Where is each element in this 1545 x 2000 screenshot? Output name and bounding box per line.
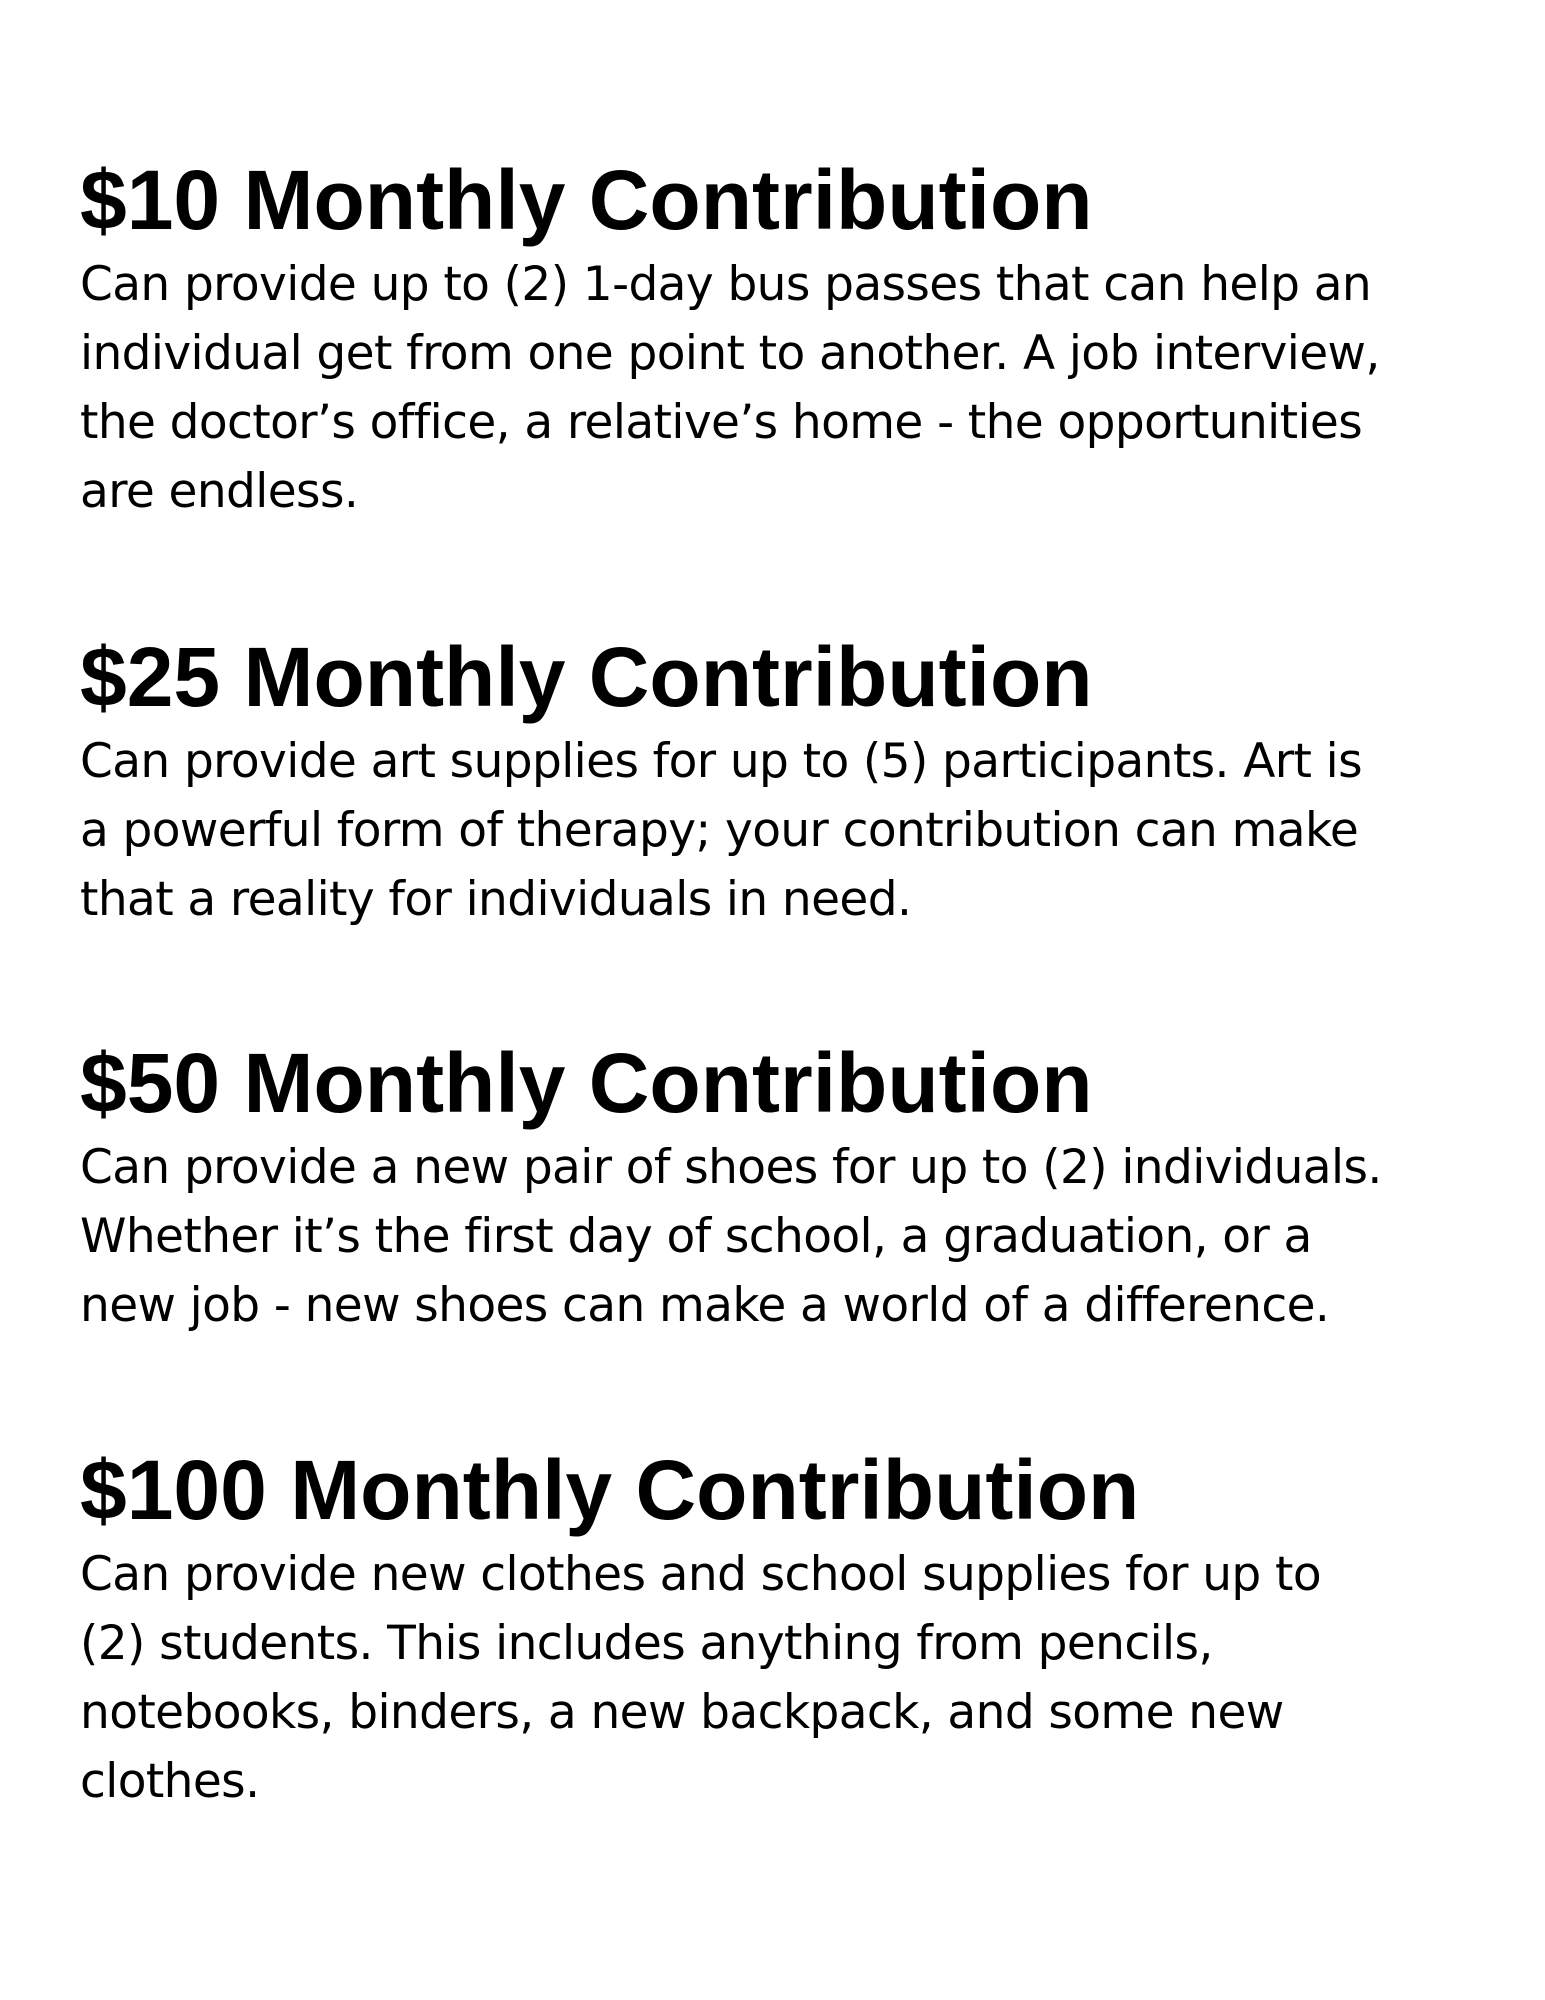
contribution-10-section (80, 150, 1380, 526)
contribution-heading: $100 Monthly Contribution (80, 1443, 1140, 1537)
contribution-description (80, 1540, 1321, 1816)
contribution-heading: $25 Monthly Contribution (80, 630, 1093, 724)
contribution-heading: $10 Monthly Contribution (80, 153, 1093, 247)
description-line: Whether it’s the first day of school, a graduation, or a (80, 1209, 1312, 1264)
contribution-50-section (80, 1033, 1382, 1340)
description-line: the doctor’s office, a relative’s home - the opportunities (80, 395, 1363, 450)
description-line: individual get from one point to another. A job interview, (80, 326, 1380, 381)
contribution-description (80, 1133, 1382, 1340)
description-line: Can provide new clothes and school supplies for up to (80, 1547, 1321, 1602)
description-line: clothes. (80, 1754, 260, 1809)
contribution-25-section (80, 627, 1362, 934)
description-line: Can provide art supplies for up to (5) participants. Art is (80, 734, 1363, 789)
description-line: Can provide a new pair of shoes for up to (2) individuals. (80, 1140, 1382, 1195)
contribution-description (80, 727, 1362, 934)
description-line: that a reality for individuals in need. (80, 872, 912, 927)
description-line: (2) students. This includes anything from pencils, (80, 1616, 1213, 1671)
description-line: notebooks, binders, a new backpack, and some new (80, 1685, 1284, 1740)
description-line: new job - new shoes can make a world of a difference. (80, 1278, 1330, 1333)
contribution-description (80, 250, 1380, 526)
contribution-100-section (80, 1440, 1321, 1816)
contribution-heading: $50 Monthly Contribution (80, 1036, 1093, 1130)
description-line: Can provide up to (2) 1-day bus passes that can help an (80, 257, 1372, 312)
description-line: are endless. (80, 464, 359, 519)
description-line: a powerful form of therapy; your contribution can make (80, 803, 1359, 858)
